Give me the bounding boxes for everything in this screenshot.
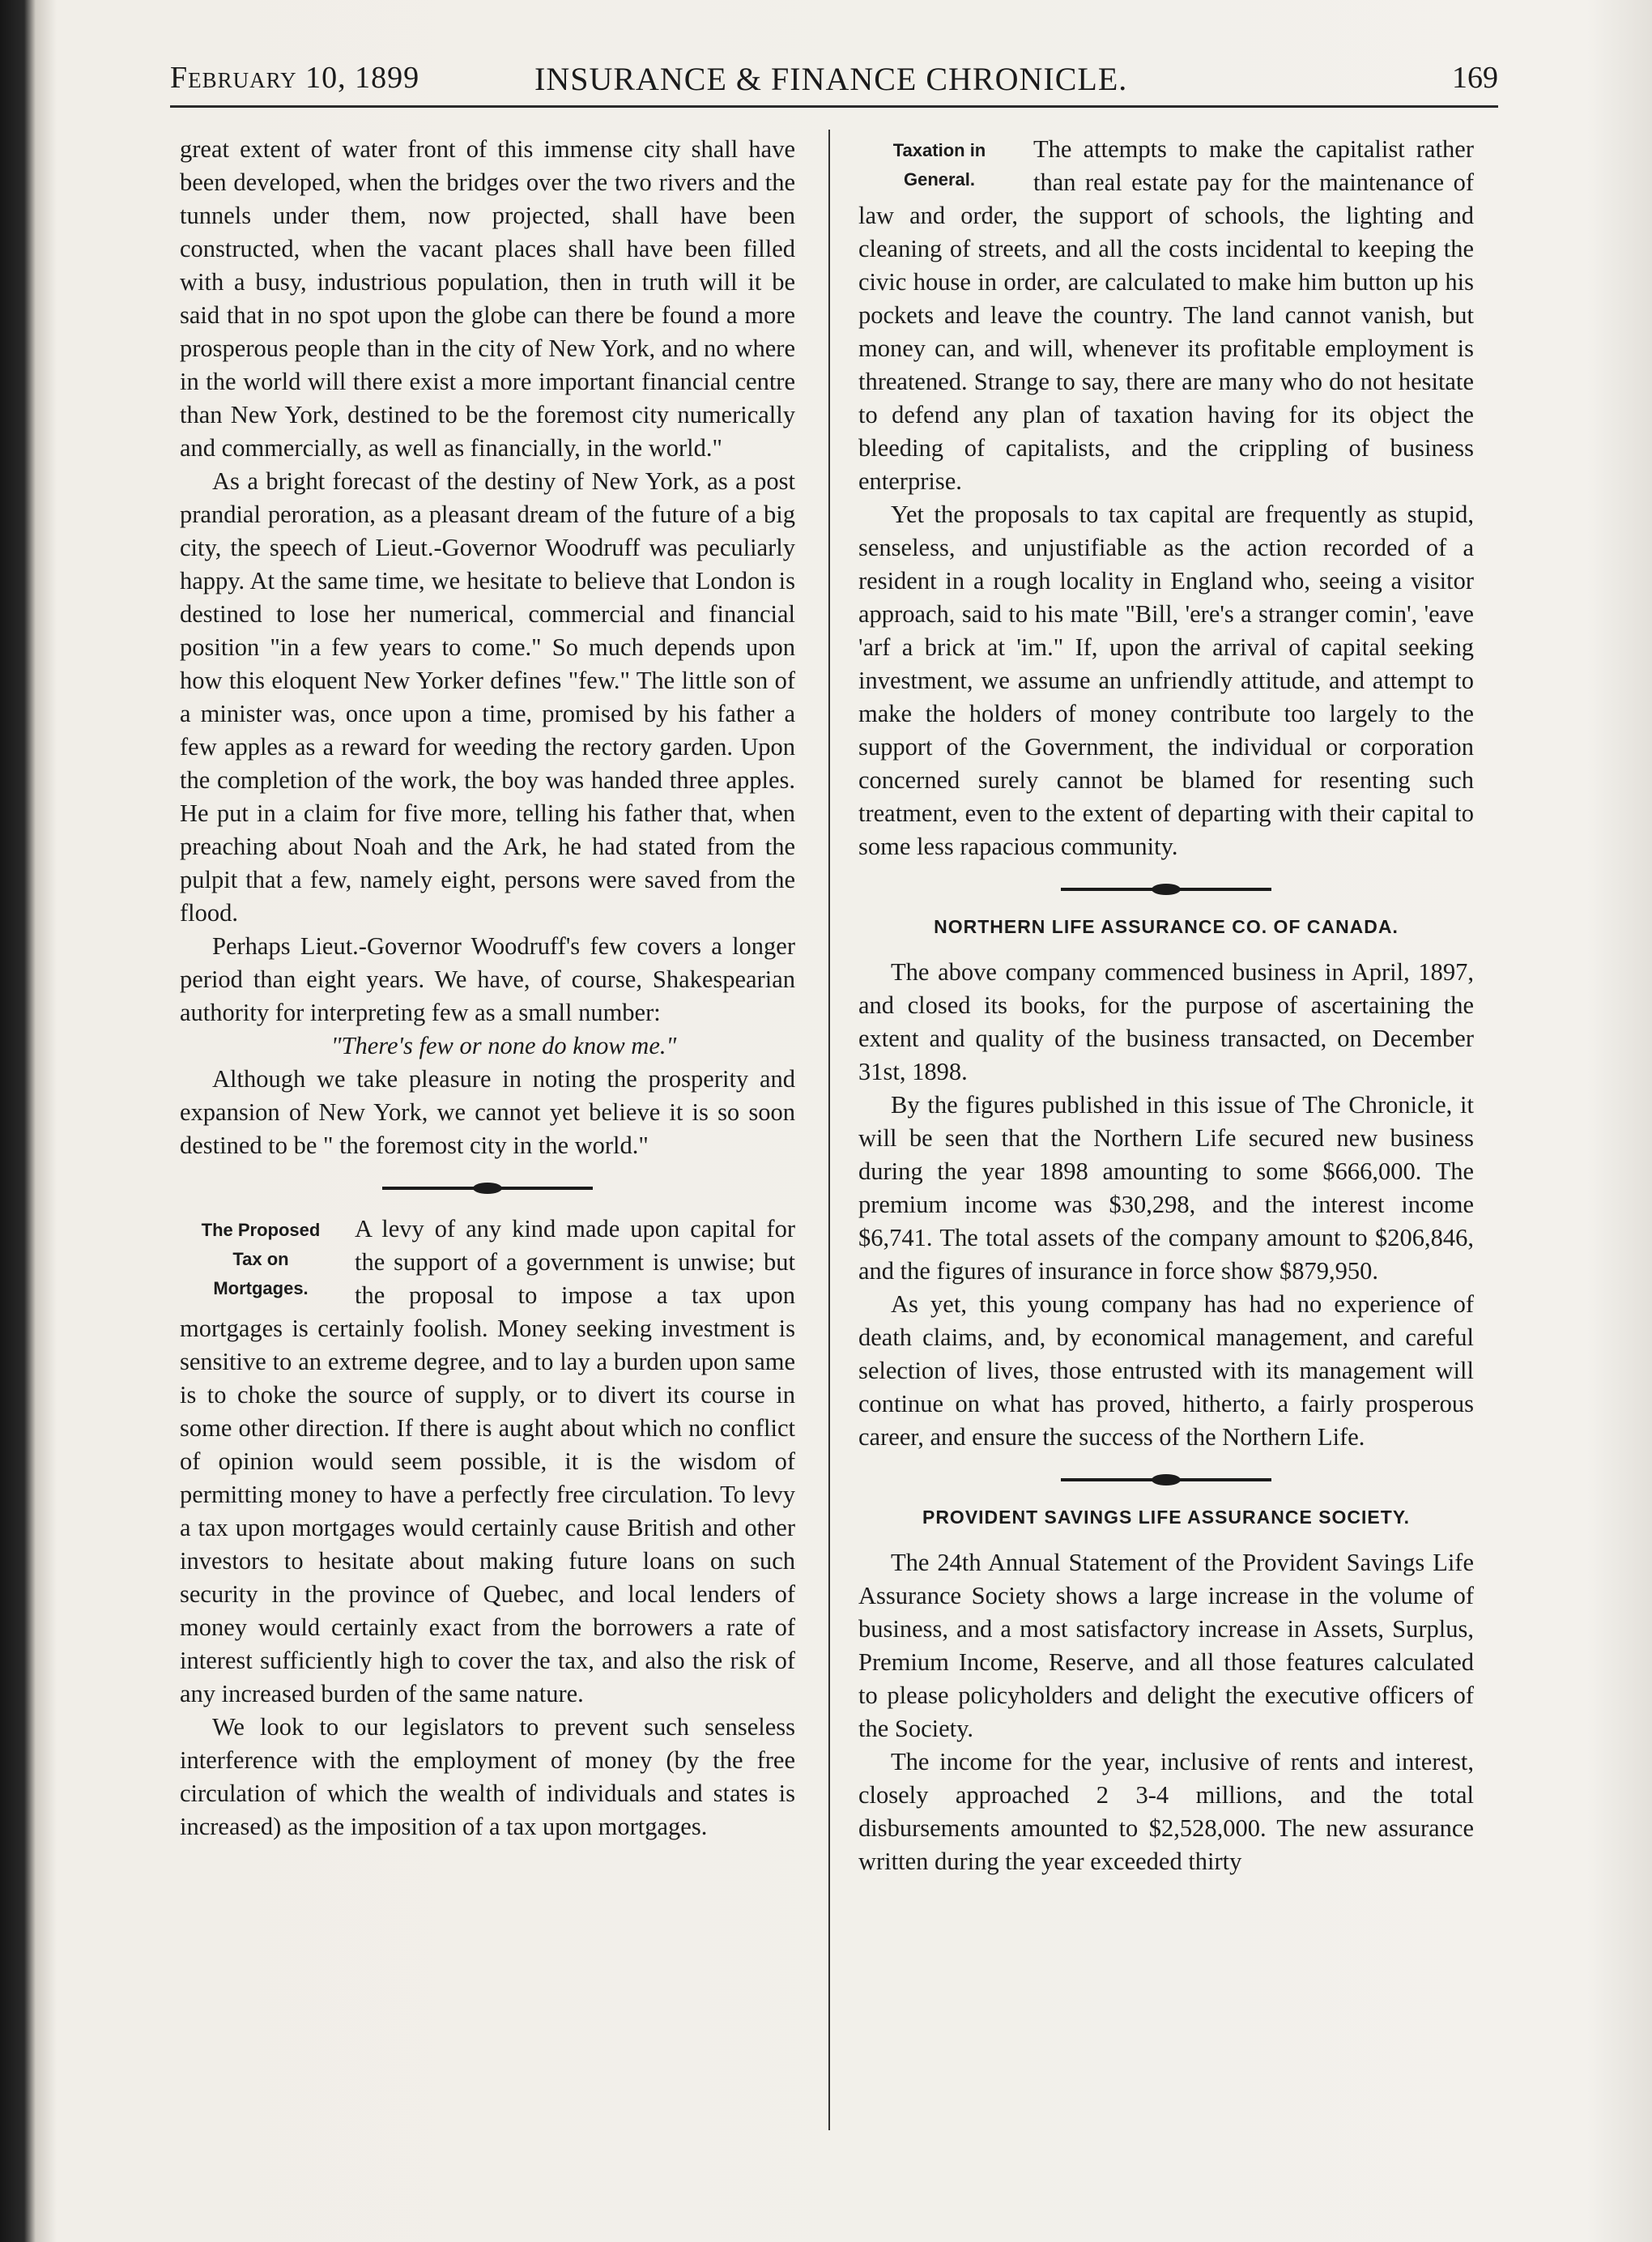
side-note-line: Tax on (232, 1249, 289, 1269)
paragraph: As a bright forecast of the destiny of New York, as a post prandial peroration, as a pleasant dream of the future of a big city, the speech of Lieut.-Governor Woodruff was peculiarly happy. At the same time, we hesitate to believe that London is destined to lose her numerical, commercial and financial position "in a few years to come." So much depends upon how this eloquent New Yorker defines "few." The little son of a minister was, once upon a time, promised by his father a few apples as a reward for weeding the rectory garden. Upon the completion of the work, the boy was handed three apples. He put in a claim for five more, telling his father that, when preaching about Noah and the Ark, he had stated from the pulpit that a few, namely eight, persons were saved from the flood. (180, 467, 795, 927)
paragraph: Perhaps Lieut.-Governor Woodruff's few covers a longer period than eight years. We have, of course, Shakespearian authority for interpreting few as a small number: (180, 932, 795, 1026)
provident-savings-heading: PROVIDENT SAVINGS LIFE ASSURANCE SOCIETY. (922, 1507, 1411, 1528)
mortgage-side-note (180, 1216, 342, 1303)
section-ornament (180, 1187, 795, 1190)
taxation-side-note (858, 136, 1020, 194)
paragraph: By the figures published in this issue of The Chronicle, it will be seen that the Northern Life secured new business during the year 1898 amounting to some $666,000. The premium income was $30,298, and the interest income $6,741. The total assets of the company amount to $206,846, and the figures of insurance in force show $879,950. (858, 1091, 1474, 1285)
issue-date: February 10, 1899 (170, 61, 420, 95)
paragraph: The above company commenced business in April, 1897, and closed its books, for the purpose of ascertaining the extent and quality of the business transacted, on December 31st, 1898. (858, 958, 1474, 1085)
side-note-line: Mortgages. (213, 1278, 309, 1298)
paragraph: A levy of any kind made upon capital for the support of a government is unwise; but the proposal to impose a tax upon mortgages is certainly foolish. Money seeking investment is sensitive to an extreme degree, and to lay a burden upon same is to choke the source of supply, or to divert its course in some other direction. If there is aught about which no conflict of opinion would seem possible, it is the wisdom of permitting money to have a perfectly free circulation. To levy a tax upon mortgages would certainly cause British and other investors to hesitate about making future loans on such security in the province of Quebec, and local lenders of money would certainly exact from the borrowers a rate of interest sufficiently high to cover the tax, and also the risk of any increased burden of the same nature. (180, 1215, 795, 1707)
side-note-line: The Proposed (201, 1220, 321, 1240)
section-ornament (858, 1478, 1474, 1481)
page-header (170, 60, 1498, 102)
paragraph: Although we take pleasure in noting the prosperity and expansion of New York, we cannot yet believe it is so soon destined to be " the foremost city in the world." (180, 1065, 795, 1159)
paragraph: The 24th Annual Statement of the Provident Savings Life Assurance Society shows a large increase in the volume of business, and a most satisfactory increase in Assets, Surplus, Premium Income, Reserve, and all those features calculated to please policyholders and delight the executive officers of the Society. (858, 1549, 1474, 1742)
side-note-line: Taxation in (892, 140, 986, 160)
northern-life-heading: NORTHERN LIFE ASSURANCE CO. OF CANADA. (934, 916, 1399, 937)
header-rule (170, 105, 1498, 108)
shakespeare-quote: "There's few or none do know me." (330, 1032, 677, 1059)
paragraph: Yet the proposals to tax capital are frequently as stupid, senseless, and unjustifiable as the action recorded of a resident in a rough locality in England who, seeing a visitor approach, said to his mate "Bill, 'ere's a stranger comin', 'eave 'arf a brick at 'im." If, upon the arrival of capital seeking investment, we assume an unfriendly attitude, and attempt to make the holders of money contribute too largely to the support of the Government, the individual or corporation concerned surely cannot be blamed for resenting such treatment, even to the extent of departing with their capital to some less rapacious community. (858, 501, 1474, 860)
paragraph: As yet, this young company has had no experience of death claims, and, by economical management, and careful selection of lives, those entrusted with its management will continue on what has proved, hitherto, a fairly prosperous career, and ensure the success of the Northern Life. (858, 1290, 1474, 1451)
publication-title: INSURANCE & FINANCE CHRONICLE. (534, 61, 1128, 97)
column-divider (828, 130, 830, 2130)
side-note-line: General. (903, 169, 976, 190)
page-number: 169 (1452, 61, 1498, 95)
right-column (858, 133, 1474, 1878)
paragraph: great extent of water front of this immense city shall have been developed, when the bridges over the two rivers and the tunnels under them, now projected, shall have been constructed, when the vacant places shall have been filled with a busy, industrious population, then in truth will it be said that in no spot upon the globe can there be found a more prosperous people than in the city of New York, and no where in the world will there exist a more important financial centre than New York, destined to be the foremost city numerically and commercially, as well as financially, in the world." (180, 135, 795, 462)
paragraph: The attempts to make the capitalist rather than real estate pay for the maintenance of law and order, the support of schools, the lighting and cleaning of streets, and all the costs incidental to keeping the civic house in order, are calculated to make him button up his pockets and leave the country. The land cannot vanish, but money can, and will, whenever its profitable employment is threatened. Strange to say, there are many who do not hesitate to defend any plan of taxation having for its object the bleeding of capitalists, and the crippling of business enterprise. (858, 135, 1474, 495)
left-column (180, 133, 795, 1843)
section-ornament (858, 888, 1474, 891)
paragraph: We look to our legislators to prevent such senseless interference with the employment of money (by the free circulation of which the wealth of individuals and states is increased) as the imposition of a tax upon mortgages. (180, 1713, 795, 1840)
paragraph: The income for the year, inclusive of rents and interest, closely approached 2 3-4 millions, and the total disbursements amounted to $2,528,000. The new assurance written during the year exceeded thirty (858, 1748, 1474, 1875)
